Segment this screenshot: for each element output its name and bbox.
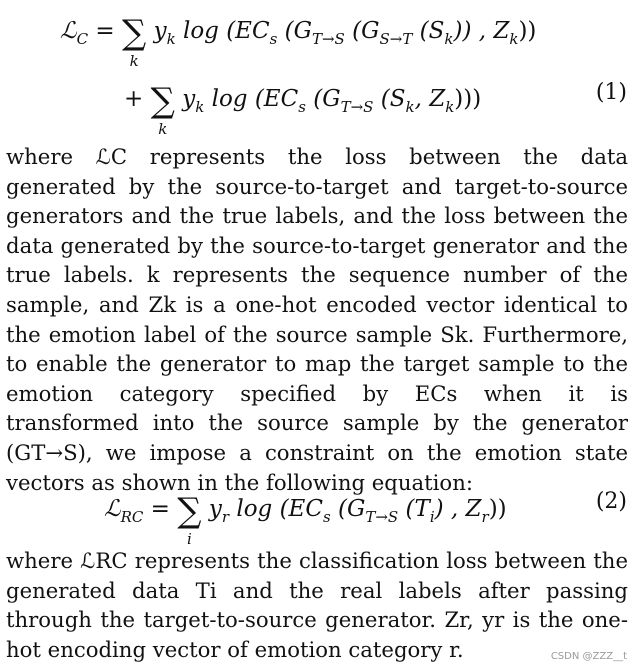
sum-operator: ∑ i: [177, 491, 202, 548]
equation-2-number: (2): [595, 489, 627, 514]
sum-operator: ∑ k: [121, 13, 147, 70]
paragraph-1: where ℒC represents the loss between the data generated by the source-to-target and target-to-source generators and the true labels, and the loss between the data generated by the source-to-target generator and the true labels. k represents the sequence number of the sample, and Zk is a one-hot encoded vector identical to the emotion label of the source sample Sk. Furthermore, to enable the generator to map the target sample to the emotion category specified by ECs when it is transformed into the source sample by the generator (GT→S), we impose a constraint on the emotion state vectors as shown in the following equation:: [6, 144, 628, 495]
sum-operator: ∑ k: [150, 81, 175, 138]
equation-1-number: (1): [595, 80, 627, 105]
equation-2: ℒ$_{RC}$ = ∑ i $y_r$ $\log (EC_s$ ($G_{T\to S}$ $(T_i)$ , $Z_r$)): [104, 488, 507, 522]
equation-1-line-1: ℒ$_C$ = ∑ k $y_k$ $\log (EC_s$ ($G_{T\to S}$ ($G_{S\to T}$ $(S_k)$) , $Z_k$)): [60, 10, 536, 44]
watermark: CSDN @ZZZ__t: [550, 651, 627, 662]
paragraph-2: where ℒRC represents the classification loss between the generated data Ti and the real labels after passing through the target-to-source generator. Zr, yr is the one-hot encoding vector of emotion category r.: [6, 548, 628, 662]
loss-symbol: ℒ: [104, 496, 121, 522]
loss-symbol: ℒ: [60, 18, 77, 44]
equation-1-line-2: + ∑ k $y_k$ $\log (EC_s$ ($G_{T\to S}$ ($S_k$, $Z_k$))): [124, 78, 481, 112]
